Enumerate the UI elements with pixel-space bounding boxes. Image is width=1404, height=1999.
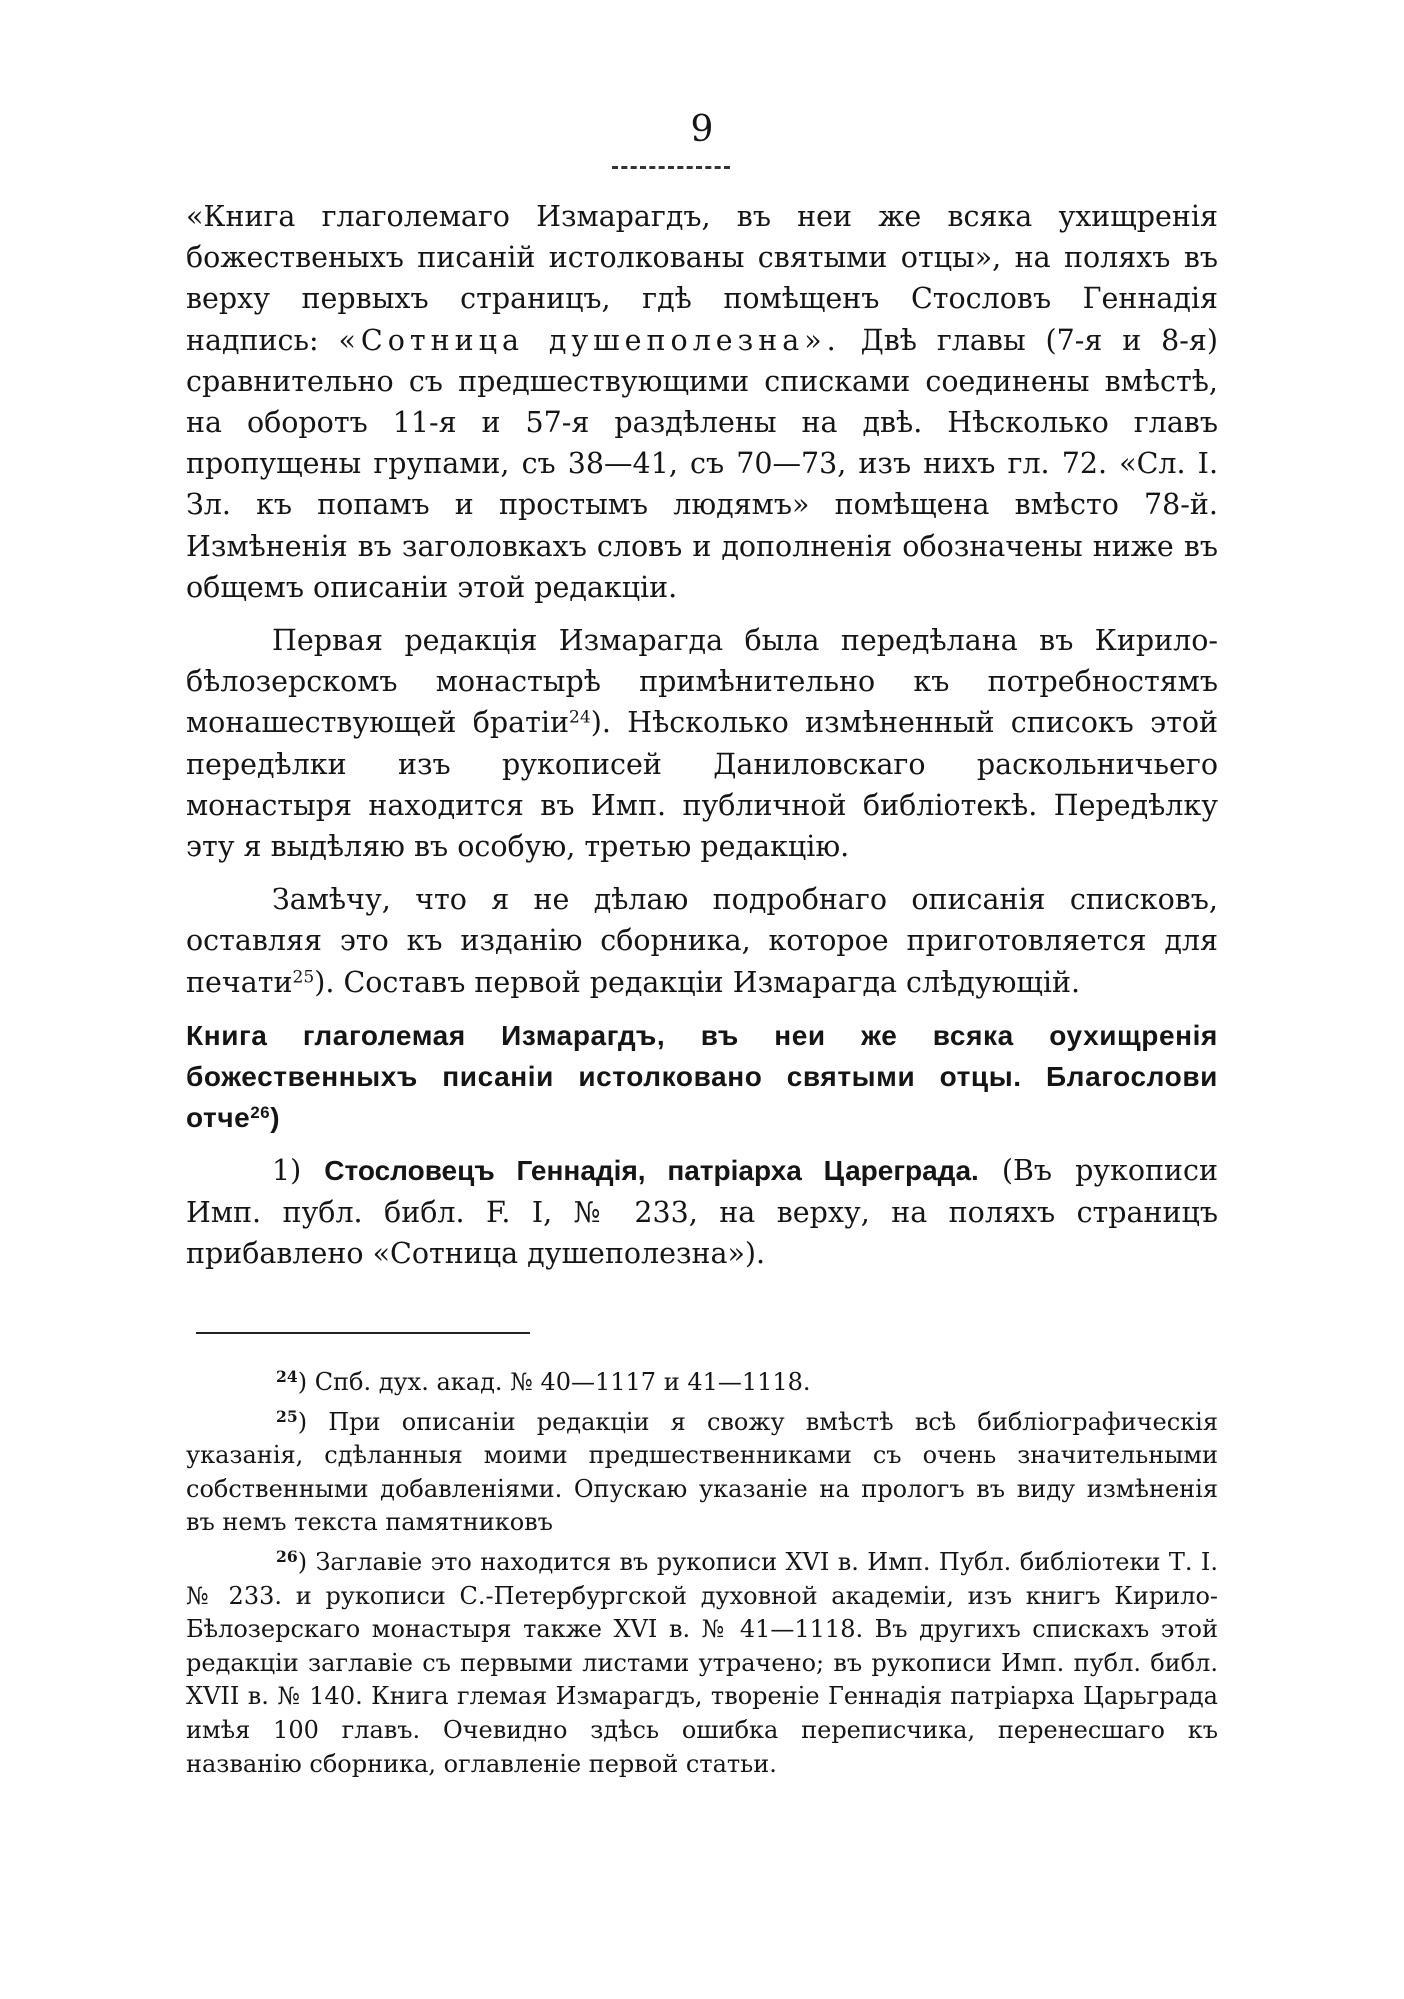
footnote-ref-25: 25 (292, 967, 315, 988)
paragraph-1-text-cont: Двѣ главы (7-я и 8-я) сравнительно съ предшествующими списками соединены вмѣстѣ, на оборотъ 11-я и 57-я раздѣлены на двѣ. Нѣсколько главъ пропущены групами, съ 38—41, съ 70—73, изъ нихъ гл. 72. «Сл. I. Зл. къ попамъ и простымъ людямъ» помѣщена вмѣсто 78-й. Измѣненія въ заголовкахъ словъ и дополненія обозначены ниже въ общемъ описаніи этой редакціи. (186, 323, 1219, 604)
item-1-number: 1) (272, 1154, 302, 1188)
paragraph-2-text: Первая редакція Измарагда была передѣлана въ Кирило-бѣлозерскомъ монастырѣ примѣнительно къ потребностямъ монашествующей братіи (186, 624, 1218, 740)
footnote-26 (186, 1546, 1218, 1781)
footnote-24-text: ) Спб. дух. акад. № 40—1117 и 41—1118. (297, 1368, 811, 1396)
section-heading (186, 1015, 1218, 1139)
footnote-25-number: 25 (276, 1406, 298, 1426)
footnote-24-number: 24 (276, 1367, 298, 1387)
footnote-divider (196, 1332, 530, 1334)
paragraph-3 (186, 879, 1218, 1003)
footnote-24 (186, 1366, 1218, 1400)
main-text (186, 196, 1218, 1274)
page-number-rule (612, 166, 730, 169)
section-heading-text: Книга глаголемая Измарагдъ, въ неи же всяка оухищренія божественныхъ писаніи истолковано святыми отцы. Благослови отче (186, 1019, 1218, 1134)
paragraph-3-text: Замѣчу, что я не дѣлаю подробнаго описанія списковъ, оставляя это къ изданію сборника, которое приготовляется для печати (186, 883, 1218, 999)
heading-ref-paren: ) (270, 1102, 281, 1134)
footnotes (186, 1366, 1218, 1787)
page-number: 9 (690, 109, 714, 150)
footnote-25 (186, 1406, 1218, 1540)
footnote-ref-24: 24 (568, 708, 591, 729)
paragraph-1-inscription: «Сотница душеполезна». (338, 323, 841, 357)
footnote-25-text: ) При описаніи редакціи я свожу вмѣстѣ всѣ библіографическія указанія, сдѣланныя моими предшественниками съ очень значительными собственными добавленіями. Опускаю указаніе на прологъ въ виду измѣненія въ немъ текста памятниковъ (186, 1407, 1218, 1537)
paragraph-2-text-cont: ). Нѣсколько измѣненный списокъ этой передѣлки изъ рукописей Даниловскаго раскольничьего монастыря находится въ Имп. публичной библіотекѣ. Передѣлку эту я выдѣляю въ особую, третью редакцію. (186, 706, 1219, 864)
footnote-ref-26: 26 (250, 1103, 271, 1123)
paragraph-1 (186, 196, 1218, 608)
footnote-26-text: ) Заглавіе это находится въ рукописи XVI в. Имп. Публ. библіотеки Т. I. № 233. и рукописи С.-Петербургской духовной академіи, изъ книгъ Кирило-Бѣлозерскаго монастыря также XVI в. № 41—1118. Въ другихъ спискахъ этой редакціи заглавіе съ первыми листами утрачено; въ рукописи Имп. публ. библ. XVII в. № 140. Книга глемая Измарагдъ, твореніе Геннадія патріарха Царьграда имѣя 100 главъ. Очевидно здѣсь ошибка переписчика, перенесшаго къ названію сборника, оглавленіе первой статьи. (186, 1547, 1218, 1778)
item-1 (186, 1150, 1218, 1274)
paragraph-1-text: «Книга глаголемаго Измарагдъ, въ неи же всяка ухищренія божественыхъ писаній истолкованы святыми отцы», на поляхъ въ верху первыхъ страницъ, гдѣ помѣщенъ Стословъ Геннадія надпись: (186, 200, 1218, 357)
item-1-title: Стословецъ Геннадія, патріарха Цареграда. (324, 1155, 979, 1187)
item-1-text: (Въ рукописи Имп. публ. библ. F. I, № 233, на верху, на поляхъ страницъ прибавлено «Сотница душеполезна»). (186, 1154, 1218, 1270)
paragraph-2 (186, 620, 1218, 867)
footnote-26-number: 26 (276, 1547, 298, 1567)
paragraph-3-text-cont: ). Составъ первой редакціи Измарагда слѣдующій. (314, 965, 1081, 999)
